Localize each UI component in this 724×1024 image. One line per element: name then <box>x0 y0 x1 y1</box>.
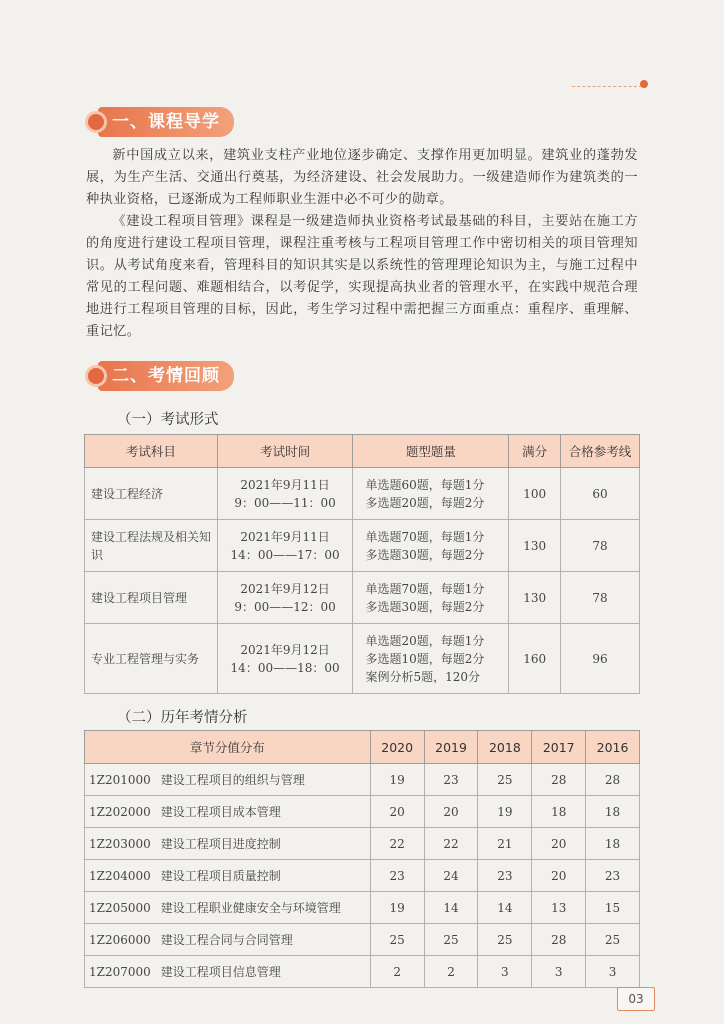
exam-format-table <box>84 434 640 694</box>
score-cell: 21 <box>478 828 532 860</box>
question-type: 多选题10题，每题2分 <box>365 651 485 666</box>
score-cell: 20 <box>532 860 586 892</box>
header-decoration <box>572 78 642 87</box>
subject-cell: 专业工程管理与实务 <box>85 624 218 694</box>
score-cell: 22 <box>370 828 424 860</box>
full-score-cell: 160 <box>509 624 561 694</box>
table-row <box>85 796 640 828</box>
score-cell: 15 <box>586 892 640 924</box>
question-type-cell <box>353 468 509 520</box>
year-header: 2019 <box>424 731 478 764</box>
year-header: 2018 <box>478 731 532 764</box>
table-row <box>85 828 640 860</box>
pass-line-cell: 78 <box>561 520 640 572</box>
exam-time: 14：00——18：00 <box>230 660 340 675</box>
score-cell: 2 <box>370 956 424 988</box>
score-cell: 19 <box>370 892 424 924</box>
chapter-cell <box>85 796 371 828</box>
chapter-cell <box>85 860 371 892</box>
time-cell <box>217 468 353 520</box>
section-heading-exam-review <box>88 361 234 391</box>
question-type-cell <box>353 624 509 694</box>
subject-cell: 建设工程经济 <box>85 468 218 520</box>
score-cell: 3 <box>532 956 586 988</box>
exam-date: 2021年9月11日 <box>240 529 330 544</box>
year-header: 2016 <box>586 731 640 764</box>
subheading-exam-format: （一）考试形式 <box>117 412 219 428</box>
chapter-cell <box>85 892 371 924</box>
score-cell: 14 <box>478 892 532 924</box>
table-row <box>85 892 640 924</box>
subheading-history-analysis: （二）历年考情分析 <box>117 710 248 726</box>
full-score-cell: 130 <box>509 520 561 572</box>
chapter-code: 1Z201000 <box>89 773 151 787</box>
subject-cell: 建设工程法规及相关知识 <box>85 520 218 572</box>
question-type-cell <box>353 520 509 572</box>
exam-time: 9：00——11：00 <box>234 495 336 510</box>
chapter-name: 建设工程项目进度控制 <box>160 837 281 851</box>
table-row <box>85 924 640 956</box>
exam-date: 2021年9月12日 <box>240 581 330 596</box>
chapter-score-table <box>84 730 640 988</box>
bullet-dot-icon <box>88 114 104 130</box>
exam-date: 2021年9月11日 <box>240 477 330 492</box>
table-row <box>85 860 640 892</box>
chapter-name: 建设工程项目质量控制 <box>160 869 281 883</box>
score-cell: 19 <box>478 796 532 828</box>
question-type: 单选题70题，每题1分 <box>365 581 485 596</box>
score-cell: 14 <box>424 892 478 924</box>
pass-line-cell: 96 <box>561 624 640 694</box>
page-number: 03 <box>617 987 655 1011</box>
score-cell: 28 <box>586 764 640 796</box>
question-type-cell <box>353 572 509 624</box>
chapter-name: 建设工程合同与合同管理 <box>160 933 293 947</box>
score-cell: 23 <box>586 860 640 892</box>
bullet-dot-icon <box>88 368 104 384</box>
score-cell: 3 <box>586 956 640 988</box>
pass-line-cell: 78 <box>561 572 640 624</box>
chapter-cell <box>85 924 371 956</box>
intro-paragraph-2: 《建设工程项目管理》课程是一级建造师执业资格考试最基础的科目，主要站在施工方的角度进行建设工程项目管理，课程注重考核与工程项目管理工作中密切相关的项目管理知识。从考试角度来看，管理科目的知识其实是以系统性的管理理论知识为主，与施工过程中常见的工程问题、难题相结合，以考促学，实现提高执业者的管理水平，在实践中规范合理地进行工程项目管理的目标，因此，考生学习过程中需把握三方面重点：重程序、重理解、重记忆。 <box>86 214 638 339</box>
table-header-row <box>85 435 640 468</box>
header-cell: 考试时间 <box>217 435 353 468</box>
score-cell: 2 <box>424 956 478 988</box>
time-cell <box>217 572 353 624</box>
score-cell: 23 <box>424 764 478 796</box>
score-cell: 18 <box>586 796 640 828</box>
chapter-code: 1Z206000 <box>89 933 151 947</box>
chapter-name: 建设工程项目成本管理 <box>160 805 281 819</box>
score-cell: 25 <box>370 924 424 956</box>
score-cell: 18 <box>532 796 586 828</box>
question-type: 多选题30题，每题2分 <box>365 599 485 614</box>
score-cell: 25 <box>478 764 532 796</box>
subject-cell: 建设工程项目管理 <box>85 572 218 624</box>
full-score-cell: 130 <box>509 572 561 624</box>
table-row <box>85 468 640 520</box>
table-row <box>85 956 640 988</box>
score-cell: 20 <box>424 796 478 828</box>
score-cell: 20 <box>370 796 424 828</box>
time-cell <box>217 624 353 694</box>
header-cell: 合格参考线 <box>561 435 640 468</box>
score-cell: 23 <box>478 860 532 892</box>
score-cell: 25 <box>478 924 532 956</box>
intro-paragraph-1: 新中国成立以来，建筑业支柱产业地位逐步确定、支撑作用更加明显。建筑业的蓬勃发展，为生产生活、交通出行奠基，为经济建设、社会发展助力。一级建造师作为建筑类的一种执业资格，已逐渐成为工程师职业生涯中必不可少的勋章。 <box>86 148 638 207</box>
score-cell: 25 <box>586 924 640 956</box>
header-cell: 满分 <box>509 435 561 468</box>
section-title: 二、考情回顾 <box>98 361 234 391</box>
score-cell: 13 <box>532 892 586 924</box>
score-cell: 22 <box>424 828 478 860</box>
score-cell: 18 <box>586 828 640 860</box>
question-type: 单选题20题，每题1分 <box>365 633 485 648</box>
question-type: 多选题30题，每题2分 <box>365 547 485 562</box>
score-cell: 28 <box>532 764 586 796</box>
chapter-code: 1Z203000 <box>89 837 151 851</box>
chapter-code: 1Z205000 <box>89 901 151 915</box>
exam-date: 2021年9月12日 <box>240 642 330 657</box>
exam-time: 9：00——12：00 <box>234 599 336 614</box>
score-cell: 19 <box>370 764 424 796</box>
score-cell: 3 <box>478 956 532 988</box>
question-type: 单选题70题，每题1分 <box>365 529 485 544</box>
table-row <box>85 764 640 796</box>
chapter-cell <box>85 956 371 988</box>
year-header: 2017 <box>532 731 586 764</box>
header-cell: 章节分值分布 <box>85 731 371 764</box>
year-header: 2020 <box>370 731 424 764</box>
chapter-cell <box>85 828 371 860</box>
section-title: 一、课程导学 <box>98 107 234 137</box>
full-score-cell: 100 <box>509 468 561 520</box>
section-heading-course-guide <box>88 107 234 137</box>
table-row <box>85 624 640 694</box>
chapter-code: 1Z204000 <box>89 869 151 883</box>
time-cell <box>217 520 353 572</box>
chapter-code: 1Z202000 <box>89 805 151 819</box>
header-cell: 考试科目 <box>85 435 218 468</box>
question-type: 多选题20题，每题2分 <box>365 495 485 510</box>
header-cell: 题型题量 <box>353 435 509 468</box>
pass-line-cell: 60 <box>561 468 640 520</box>
question-type: 单选题60题，每题1分 <box>365 477 485 492</box>
chapter-name: 建设工程职业健康安全与环境管理 <box>160 901 341 915</box>
table-header-row <box>85 731 640 764</box>
score-cell: 24 <box>424 860 478 892</box>
score-cell: 28 <box>532 924 586 956</box>
chapter-cell <box>85 764 371 796</box>
chapter-name: 建设工程项目信息管理 <box>160 965 281 979</box>
chapter-name: 建设工程项目的组织与管理 <box>160 773 305 787</box>
table-row <box>85 520 640 572</box>
chapter-code: 1Z207000 <box>89 965 151 979</box>
score-cell: 23 <box>370 860 424 892</box>
exam-time: 14：00——17：00 <box>230 547 340 562</box>
question-type: 案例分析5题，120分 <box>365 669 481 684</box>
score-cell: 20 <box>532 828 586 860</box>
table-row <box>85 572 640 624</box>
score-cell: 25 <box>424 924 478 956</box>
